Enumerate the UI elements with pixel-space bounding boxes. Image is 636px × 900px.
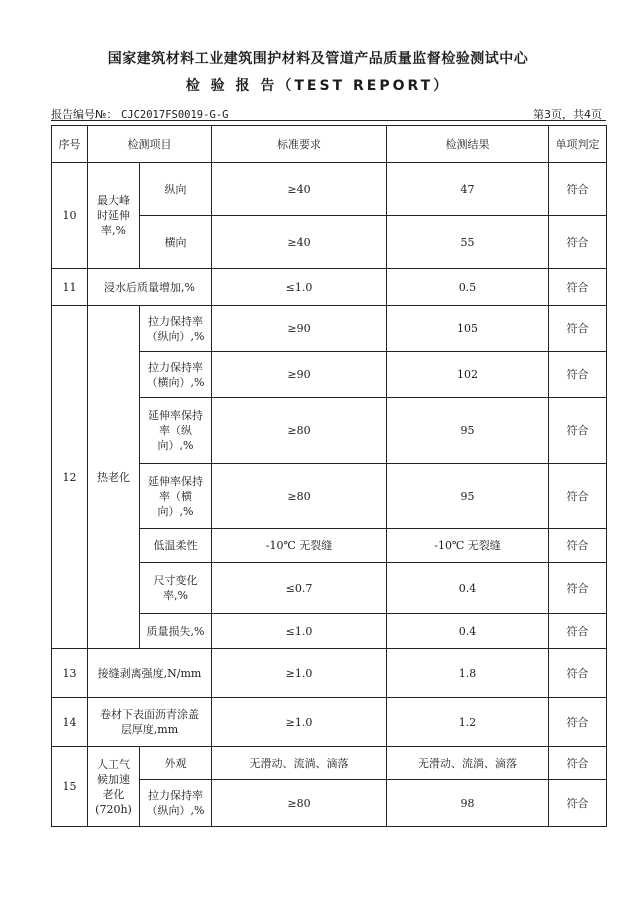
- standard-cell: ≥80: [212, 464, 387, 529]
- judgement-cell: 符合: [549, 306, 607, 352]
- result-cell: 0.4: [387, 614, 549, 649]
- judgement-cell: 符合: [549, 216, 607, 269]
- sub-item: 延伸率保持率（纵向）,%: [140, 398, 212, 464]
- seq-cell: 11: [52, 269, 88, 306]
- table-row: [52, 163, 607, 216]
- judgement-cell: 符合: [549, 649, 607, 698]
- sub-item: 横向: [140, 216, 212, 269]
- report-title: 检 验 报 告（TEST REPORT）: [185, 78, 451, 94]
- sub-item: 延伸率保持率（横向）,%: [140, 464, 212, 529]
- result-cell: 47: [387, 163, 549, 216]
- standard-cell: ≥80: [212, 780, 387, 827]
- report-number-value: CJC2017FS0019-G-G: [120, 109, 229, 121]
- judgement-cell: 符合: [549, 464, 607, 529]
- result-cell: 98: [387, 780, 549, 827]
- table-row: [52, 269, 607, 306]
- seq-cell: 15: [52, 747, 88, 827]
- sub-item: 外观: [140, 747, 212, 780]
- sub-item: 拉力保持率（纵向）,%: [140, 780, 212, 827]
- header-standard: 标准要求: [212, 126, 387, 163]
- standard-cell: ≥40: [212, 216, 387, 269]
- seq-cell: 14: [52, 698, 88, 747]
- report-number-label: 报告编号№：: [51, 108, 118, 121]
- table-row: [52, 747, 607, 780]
- header-rule: [51, 120, 606, 121]
- seq-cell: 13: [52, 649, 88, 698]
- organization-name: 国家建筑材料工业建筑围护材料及管道产品质量监督检验测试中心: [107, 51, 529, 67]
- table-header-row: [52, 126, 607, 163]
- result-cell: 无滑动、流淌、滴落: [387, 747, 549, 780]
- sub-item: 拉力保持率（横向）,%: [140, 352, 212, 398]
- seq-cell: 12: [52, 306, 88, 649]
- standard-cell: ≥80: [212, 398, 387, 464]
- judgement-cell: 符合: [549, 269, 607, 306]
- judgement-cell: 符合: [549, 780, 607, 827]
- standard-cell: ≥1.0: [212, 649, 387, 698]
- judgement-cell: 符合: [549, 563, 607, 614]
- result-cell: 95: [387, 398, 549, 464]
- table-row: [52, 649, 607, 698]
- group-label: 最大峰时延伸率,%: [88, 163, 140, 269]
- standard-cell: -10℃ 无裂缝: [212, 529, 387, 563]
- judgement-cell: 符合: [549, 398, 607, 464]
- result-cell: -10℃ 无裂缝: [387, 529, 549, 563]
- header-item: 检测项目: [88, 126, 212, 163]
- sub-item: 质量损失,%: [140, 614, 212, 649]
- sub-item: 纵向: [140, 163, 212, 216]
- judgement-cell: 符合: [549, 614, 607, 649]
- page-info: 第3页，共4页: [533, 108, 602, 121]
- result-cell: 55: [387, 216, 549, 269]
- judgement-cell: 符合: [549, 163, 607, 216]
- judgement-cell: 符合: [549, 698, 607, 747]
- standard-cell: ≤1.0: [212, 269, 387, 306]
- result-cell: 102: [387, 352, 549, 398]
- item-cell: 浸水后质量增加,%: [88, 269, 212, 306]
- group-label: 人工气候加速老化(720h): [88, 747, 140, 827]
- result-cell: 1.2: [387, 698, 549, 747]
- item-cell: 接缝剥离强度,N/mm: [88, 649, 212, 698]
- standard-cell: ≥1.0: [212, 698, 387, 747]
- standard-cell: 无滑动、流淌、滴落: [212, 747, 387, 780]
- results-table: [51, 125, 607, 827]
- table-row: [52, 698, 607, 747]
- result-cell: 0.5: [387, 269, 549, 306]
- table-row: [52, 306, 607, 352]
- sub-item: 拉力保持率（纵向）,%: [140, 306, 212, 352]
- standard-cell: ≥90: [212, 306, 387, 352]
- result-cell: 95: [387, 464, 549, 529]
- standard-cell: ≤0.7: [212, 563, 387, 614]
- header-result: 检测结果: [387, 126, 549, 163]
- judgement-cell: 符合: [549, 529, 607, 563]
- header-judgement: 单项判定: [549, 126, 607, 163]
- result-cell: 105: [387, 306, 549, 352]
- header-seq: 序号: [52, 126, 88, 163]
- seq-cell: 10: [52, 163, 88, 269]
- standard-cell: ≥40: [212, 163, 387, 216]
- judgement-cell: 符合: [549, 747, 607, 780]
- standard-cell: ≤1.0: [212, 614, 387, 649]
- judgement-cell: 符合: [549, 352, 607, 398]
- standard-cell: ≥90: [212, 352, 387, 398]
- result-cell: 1.8: [387, 649, 549, 698]
- sub-item: 低温柔性: [140, 529, 212, 563]
- group-label: 热老化: [88, 306, 140, 649]
- result-cell: 0.4: [387, 563, 549, 614]
- item-cell: 卷材下表面沥青涂盖层厚度,mm: [88, 698, 212, 747]
- sub-item: 尺寸变化率,%: [140, 563, 212, 614]
